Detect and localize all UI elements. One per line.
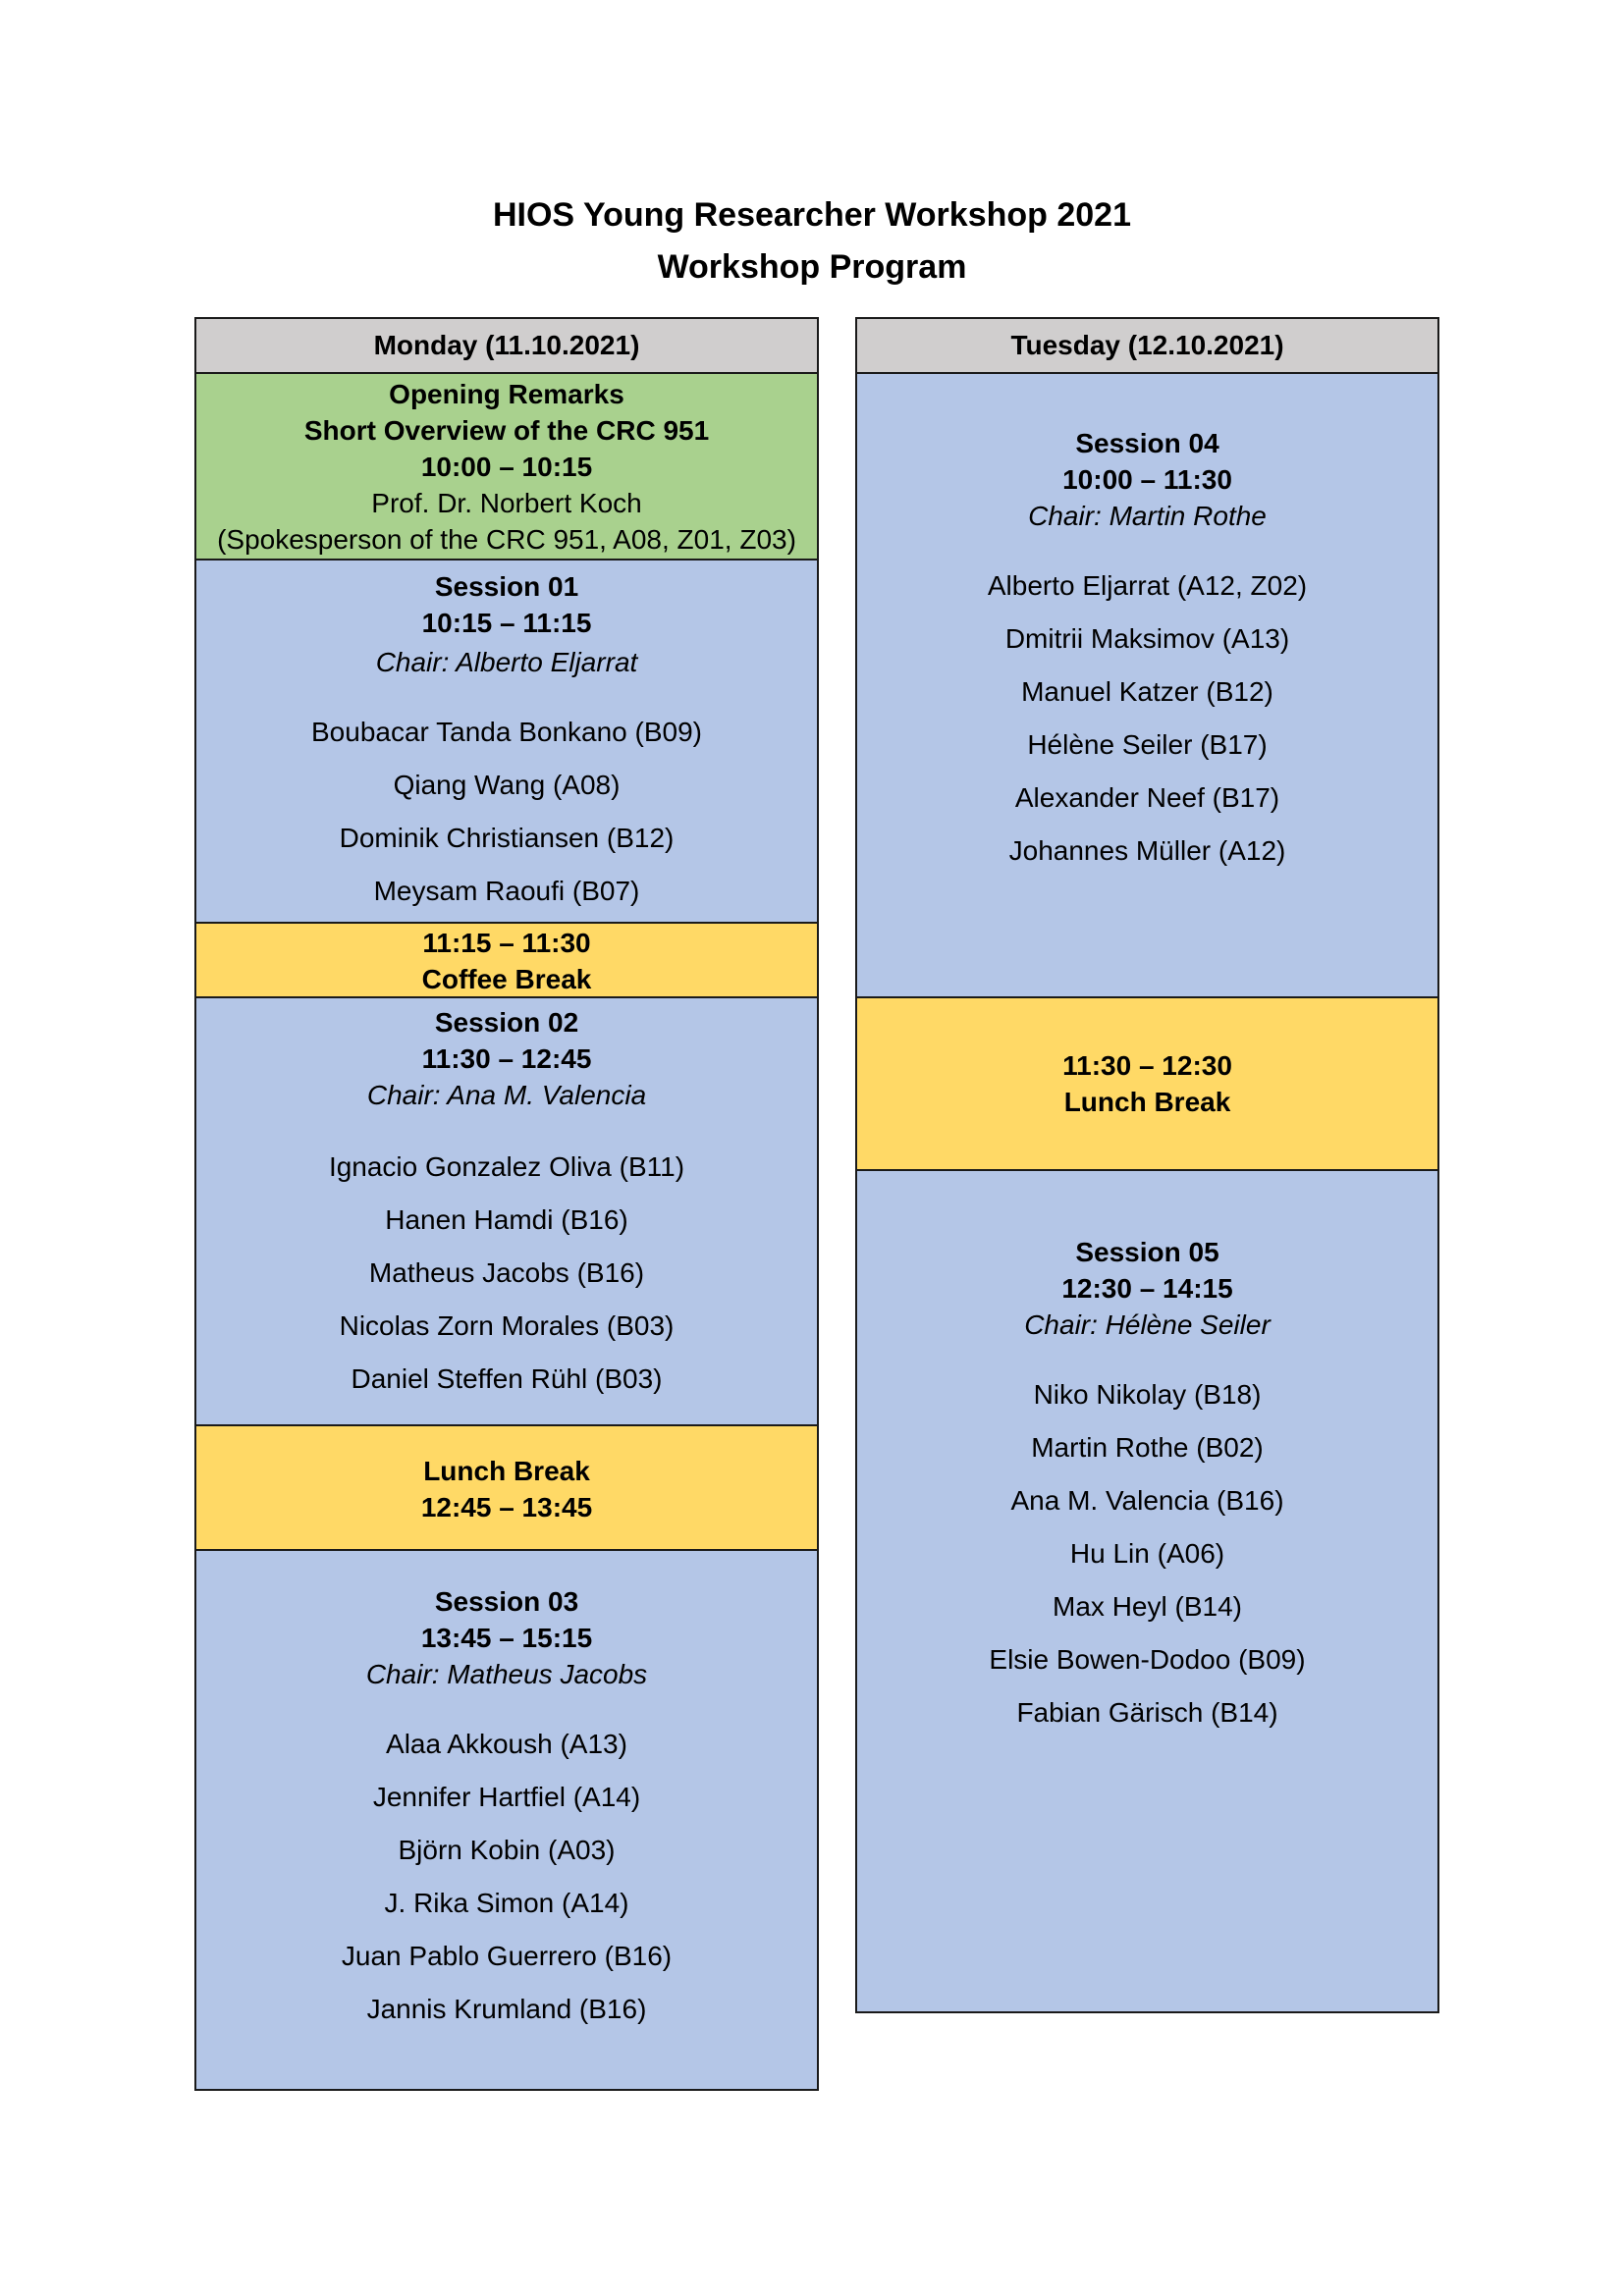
opening-speaker: Prof. Dr. Norbert Koch (371, 488, 642, 518)
talk-item: Qiang Wang (A08) (393, 770, 621, 800)
talk-item: Johannes Müller (A12) (1008, 835, 1286, 866)
session-time: 10:15 – 11:15 (421, 608, 592, 638)
talk-item: Elsie Bowen-Dodoo (B09) (989, 1644, 1306, 1675)
talk-item: Ignacio Gonzalez Oliva (B11) (328, 1151, 685, 1182)
session-name: Session 04 (1075, 428, 1219, 458)
talk-item: Alaa Akkoush (A13) (386, 1729, 627, 1759)
talk-item: Björn Kobin (A03) (398, 1835, 616, 1865)
session-time: 13:45 – 15:15 (420, 1623, 593, 1653)
session-chair: Chair: Martin Rothe (1028, 501, 1267, 531)
monday-header: Monday (11.10.2021) (196, 319, 817, 374)
lunch-break-time: 12:45 – 13:45 (420, 1492, 593, 1522)
lunch-break-block (196, 1424, 817, 1549)
monday-column (194, 317, 819, 2091)
session-name: Session 01 (434, 571, 579, 602)
session-01-block (196, 559, 817, 922)
session-name: Session 03 (434, 1586, 579, 1617)
document-subtitle: Workshop Program (657, 248, 967, 286)
opening-remarks-block (196, 374, 817, 559)
lunch-break-label: Lunch Break (1063, 1087, 1231, 1117)
opening-time: 10:00 – 10:15 (420, 452, 593, 482)
session-time: 11:30 – 12:45 (421, 1043, 592, 1074)
talk-item: Nicolas Zorn Morales (B03) (339, 1310, 675, 1341)
talk-item: Juan Pablo Guerrero (B16) (341, 1941, 673, 1971)
talk-item: Hanen Hamdi (B16) (385, 1204, 628, 1235)
talk-item: Fabian Gärisch (B14) (1016, 1697, 1278, 1728)
session-time: 10:00 – 11:30 (1062, 464, 1232, 495)
talk-item: Hélène Seiler (B17) (1027, 729, 1268, 760)
talk-item: J. Rika Simon (A14) (384, 1888, 629, 1918)
talk-item: Alberto Eljarrat (A12, Z02) (987, 570, 1308, 601)
talk-item: Alexander Neef (B17) (1014, 782, 1280, 813)
opening-subtitle: Short Overview of the CRC 951 (303, 415, 710, 446)
tuesday-column (855, 317, 1439, 2013)
opening-speaker-role: (Spokesperson of the CRC 951, A08, Z01, Z03) (217, 524, 796, 555)
session-03-block (196, 1549, 817, 2089)
talk-item: Daniel Steffen Rühl (B03) (351, 1363, 663, 1394)
talk-item: Boubacar Tanda Bonkano (B09) (311, 717, 702, 747)
talk-item: Hu Lin (A06) (1069, 1538, 1225, 1569)
talk-item: Meysam Raoufi (B07) (373, 876, 640, 906)
coffee-break-block (196, 922, 817, 996)
lunch-break-label: Lunch Break (423, 1456, 590, 1486)
session-chair: Chair: Ana M. Valencia (366, 1080, 647, 1110)
opening-title: Opening Remarks (389, 379, 624, 409)
session-04-block (857, 374, 1437, 996)
session-name: Session 02 (434, 1007, 579, 1038)
talk-item: Dmitrii Maksimov (A13) (1004, 623, 1290, 654)
talk-item: Ana M. Valencia (B16) (1010, 1485, 1284, 1516)
session-time: 12:30 – 14:15 (1061, 1273, 1233, 1304)
talk-item: Dominik Christiansen (B12) (339, 823, 675, 853)
coffee-break-label: Coffee Break (421, 964, 592, 994)
coffee-break-time: 11:15 – 11:30 (422, 928, 591, 958)
tuesday-header: Tuesday (12.10.2021) (857, 319, 1437, 374)
talk-item: Jennifer Hartfiel (A14) (372, 1782, 641, 1812)
lunch-break-block (857, 996, 1437, 1169)
talk-item: Matheus Jacobs (B16) (368, 1257, 645, 1288)
session-02-block (196, 996, 817, 1424)
talk-item: Max Heyl (B14) (1053, 1591, 1242, 1622)
document-title: HIOS Young Researcher Workshop 2021 (492, 196, 1131, 234)
lunch-break-time: 11:30 – 12:30 (1062, 1050, 1232, 1081)
session-chair: Chair: Hélène Seiler (1024, 1309, 1271, 1340)
talk-item: Jannis Krumland (B16) (366, 1994, 647, 2024)
session-chair: Chair: Alberto Eljarrat (375, 647, 638, 677)
session-chair: Chair: Matheus Jacobs (365, 1659, 648, 1689)
session-name: Session 05 (1075, 1237, 1219, 1267)
session-05-block (857, 1169, 1437, 2011)
talk-item: Niko Nikolay (B18) (1033, 1379, 1262, 1410)
talk-item: Manuel Katzer (B12) (1021, 676, 1273, 707)
talk-item: Martin Rothe (B02) (1031, 1432, 1264, 1463)
